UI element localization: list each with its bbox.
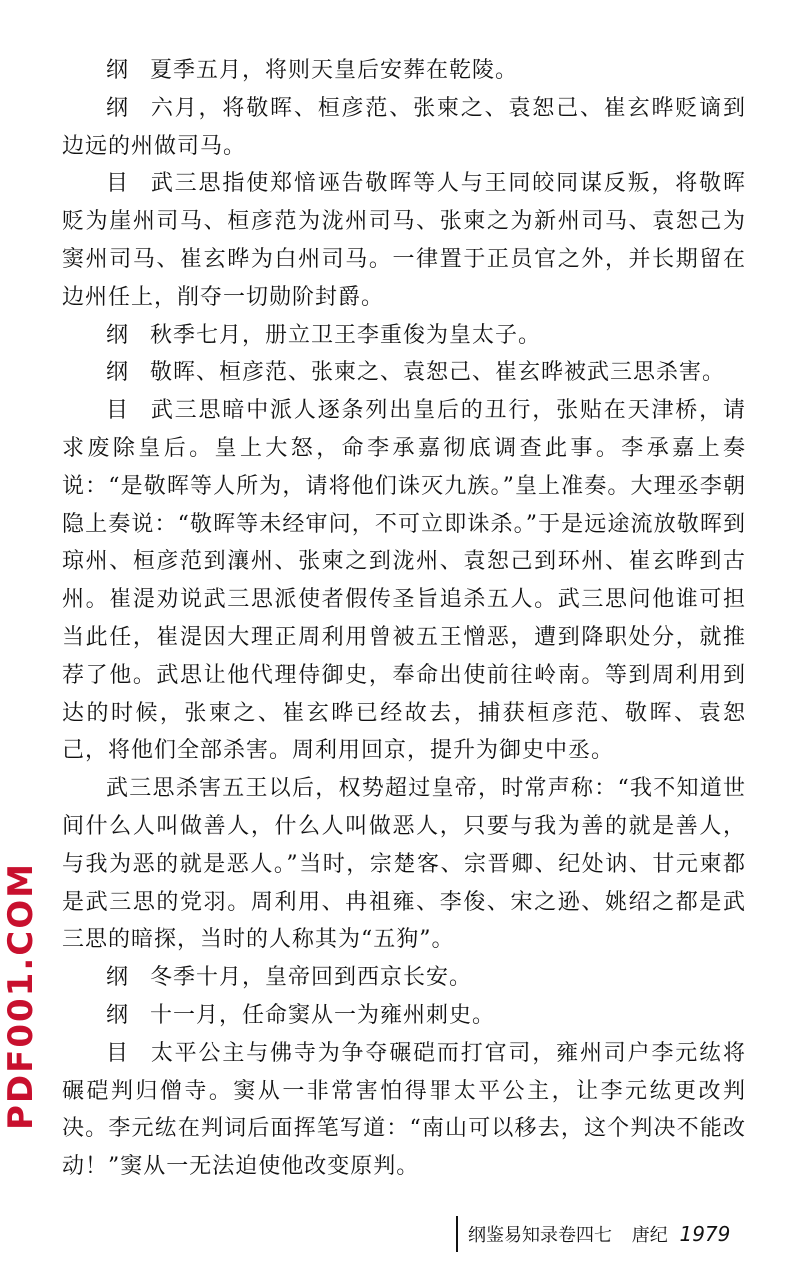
- body-text: [62, 52, 746, 1186]
- paragraph-mark: 纲: [106, 95, 130, 121]
- paragraph: [62, 959, 746, 997]
- paragraph-text: 十一月，任命窦从一为雍州刺史。: [150, 1002, 496, 1028]
- paragraph: [62, 770, 746, 959]
- paragraph-mark: 纲: [106, 58, 130, 83]
- paragraph-text: 武三思指使郑愔诬告敬晖等人与王同皎同谋反叛，将敬晖贬为崖州司马、桓彦范为泷州司马、张柬之为新州司马、袁恕己为窦州司马、崔玄晔为白州司马。一律置于正员官之外，并长期留在边州任上，削夺一切勋阶封爵。: [62, 171, 746, 310]
- paragraph: [62, 165, 746, 316]
- paragraph-text: 武三思暗中派人逐条列出皇后的丑行，张贴在天津桥，请求废除皇后。皇上大怒，命李承嘉彻底调查此事。李承嘉上奏说：“是敬晖等人所为，请将他们诛灭九族。”皇上准奏。大理丞李朝隐上奏说：“敬晖等未经审问，不可立即诛杀。”于是远途流放敬晖到琼州、桓彦范到瀼州、张柬之到泷州、袁恕己到环州、崔玄晔到古州。崔湜劝说武三思派使者假传圣旨追杀五人。武三思问他谁可担当此任，崔湜因大理正周利用曾被五王憎恶，遭到降职处分，就推荐了他。武思让他代理侍御史，奉命出使前往岭南。等到周利用到达的时候，张柬之、崔玄晔已经故去，捕获桓彦范、敬晖、袁恕己，将他们全部杀害。周利用回京，提升为御史中丞。: [62, 398, 746, 764]
- footer-dynasty: 唐纪: [631, 1225, 668, 1246]
- paragraph: [62, 317, 746, 355]
- paragraph: [62, 90, 746, 166]
- paragraph-mark: 纲: [106, 965, 130, 991]
- paragraph: [62, 1035, 746, 1186]
- paragraph-text: 太平公主与佛寺为争夺碾硙而打官司，雍州司户李元纮将碾硙判归僧寺。窦从一非常害怕得罪太平公主，让李元纮更改判决。李元纮在判词后面挥笔写道：“南山可以移去，这个判决不能改动！”窦从一无法迫使他改变原判。: [62, 1040, 746, 1180]
- paragraph-text: 武三思杀害五王以后，权势超过皇帝，时常声称：“我不知道世间什么人叫做善人，什么人叫做恶人，只要与我为善的就是善人，与我为恶的就是恶人。”当时，宗楚客、宗晋卿、纪处讷、甘元柬都是武三思的党羽。周利用、冉祖雍、李俊、宋之逊、姚绍之都是武三思的暗探，当时的人称其为“五狗”。: [62, 776, 746, 953]
- paragraph: [62, 52, 746, 90]
- paragraph-text: 六月，将敬晖、桓彦范、张柬之、袁恕己、崔玄晔贬谪到边远的州做司马。: [62, 95, 746, 159]
- paragraph-mark: 纲: [106, 1002, 130, 1028]
- paragraph-mark: 纲: [106, 360, 130, 386]
- page-number: 1979: [679, 1222, 731, 1246]
- paragraph: [62, 354, 746, 392]
- paragraph-mark: 目: [106, 398, 130, 424]
- paragraph: [62, 392, 746, 770]
- paragraph-text: 敬晖、桓彦范、张柬之、袁恕己、崔玄晔被武三思杀害。: [150, 360, 726, 386]
- paragraph: [62, 997, 746, 1035]
- paragraph-mark: 目: [106, 171, 130, 197]
- paragraph-text: 夏季五月，将则天皇后安葬在乾陵。: [150, 58, 519, 83]
- paragraph-text: 冬季十月，皇帝回到西京长安。: [150, 965, 473, 991]
- paragraph-mark: 目: [106, 1040, 130, 1066]
- footer-book-title: 纲鉴易知录卷四七: [468, 1225, 612, 1246]
- paragraph-mark: 纲: [106, 322, 130, 348]
- watermark: PDF001.COM: [1, 862, 41, 1130]
- page-footer: [456, 1216, 768, 1252]
- paragraph-text: 秋季七月，册立卫王李重俊为皇太子。: [150, 322, 542, 348]
